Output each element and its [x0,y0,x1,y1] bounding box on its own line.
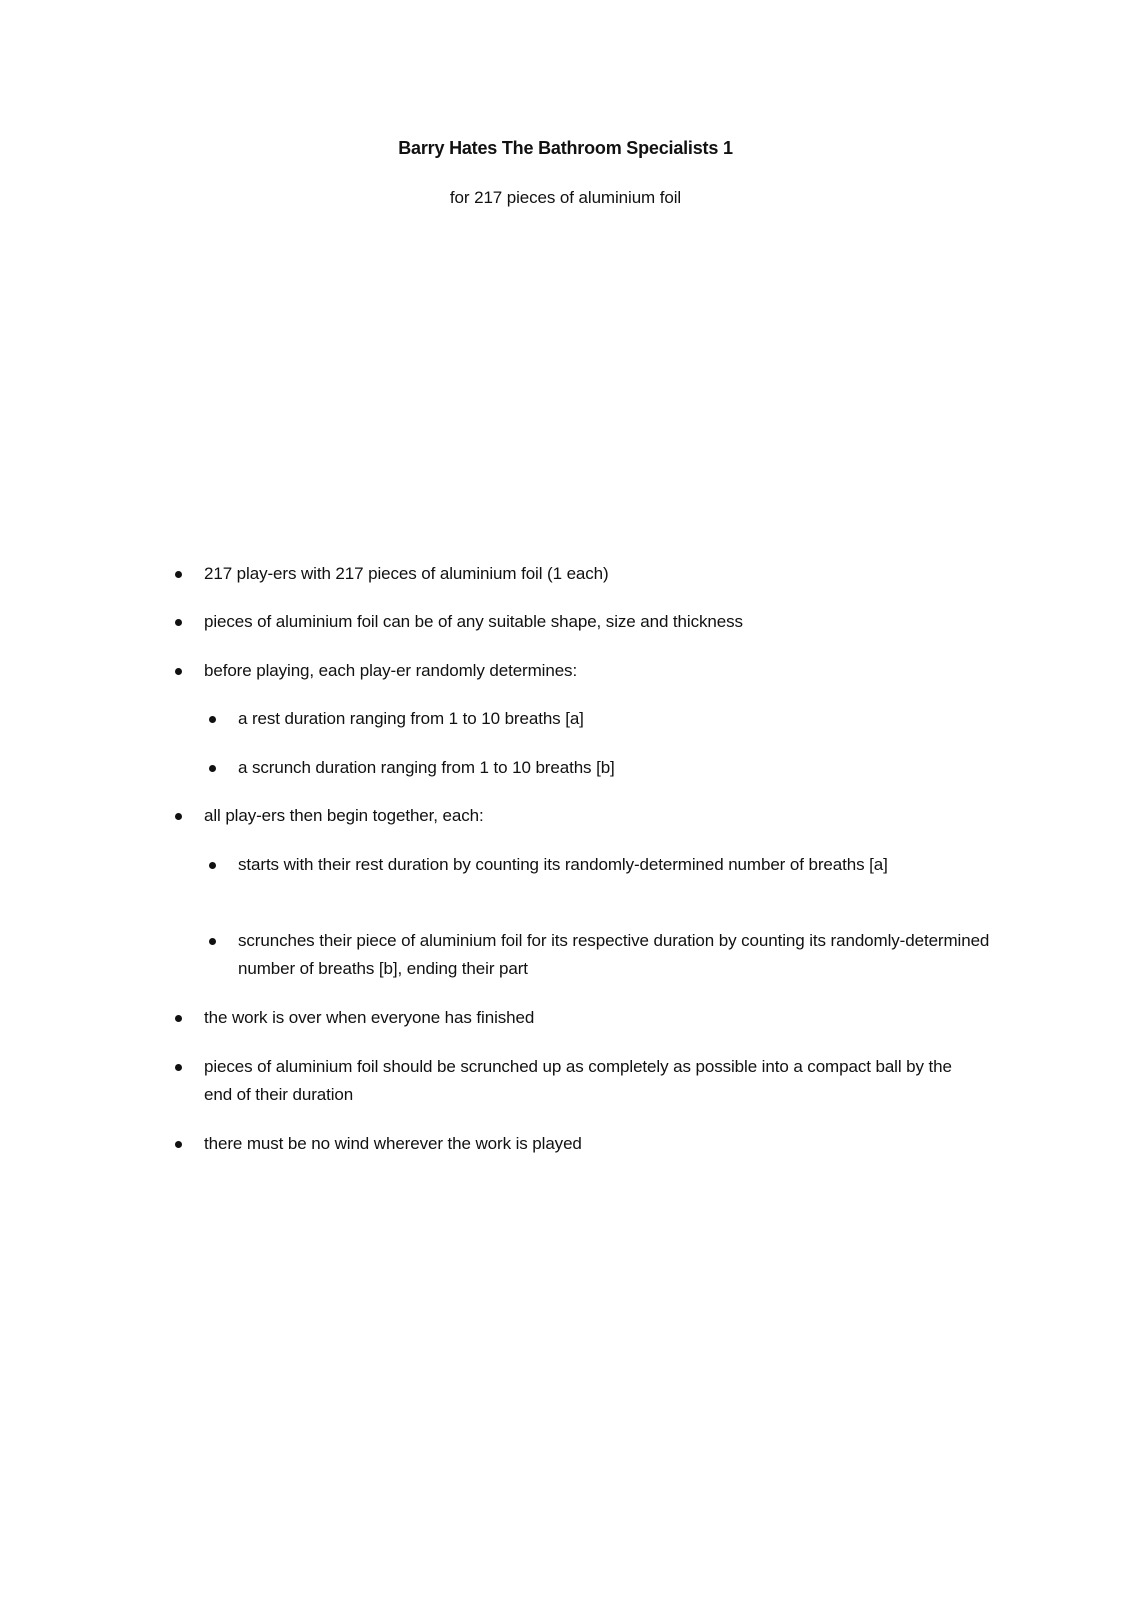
bullet-icon [175,1141,182,1148]
list-item [204,1004,984,1032]
list-item-text: a scrunch duration ranging from 1 to 10 breaths [b] [238,758,615,777]
list-item-text: pieces of aluminium foil can be of any suitable shape, size and thickness [204,612,743,631]
sub-list-item [238,851,990,879]
list-item-text: scrunches their piece of aluminium foil for its respective duration by counting its randomly-determined number of breaths [b], ending their part [238,931,990,978]
list-item [204,1053,984,1109]
sub-list-item [238,705,990,733]
list-item-text: the work is over when everyone has finished [204,1008,535,1027]
bullet-icon [175,619,182,626]
list-item-text: all play-ers then begin together, each: [204,806,484,825]
bullet-icon [175,813,182,820]
list-item-text: a rest duration ranging from 1 to 10 breaths [a] [238,709,584,728]
document-subtitle: for 217 pieces of aluminium foil [449,188,682,207]
list-item-text: there must be no wind wherever the work is played [204,1134,582,1153]
list-item [204,608,984,636]
bullet-icon [209,765,216,772]
list-item [204,657,984,685]
bullet-icon [175,1015,182,1022]
sub-list-item [238,927,990,983]
bullet-icon [209,938,216,945]
sub-list-item [238,754,990,782]
bullet-icon [209,862,216,869]
bullet-icon [175,668,182,675]
list-item-text: 217 play-ers with 217 pieces of aluminium foil (1 each) [204,564,609,583]
list-item [204,560,984,588]
document-title: Barry Hates The Bathroom Specialists 1 [398,138,733,158]
list-item-text: before playing, each play-er randomly determines: [204,661,578,680]
bullet-icon [175,1064,182,1071]
bullet-icon [209,716,216,723]
list-item [204,802,984,830]
list-item-text: pieces of aluminium foil should be scrunched up as completely as possible into a compact ball by the end of their duration [204,1057,952,1104]
list-item-text: starts with their rest duration by counting its randomly-determined number of breaths [a] [238,855,888,874]
list-item [204,1130,984,1158]
bullet-icon [175,571,182,578]
